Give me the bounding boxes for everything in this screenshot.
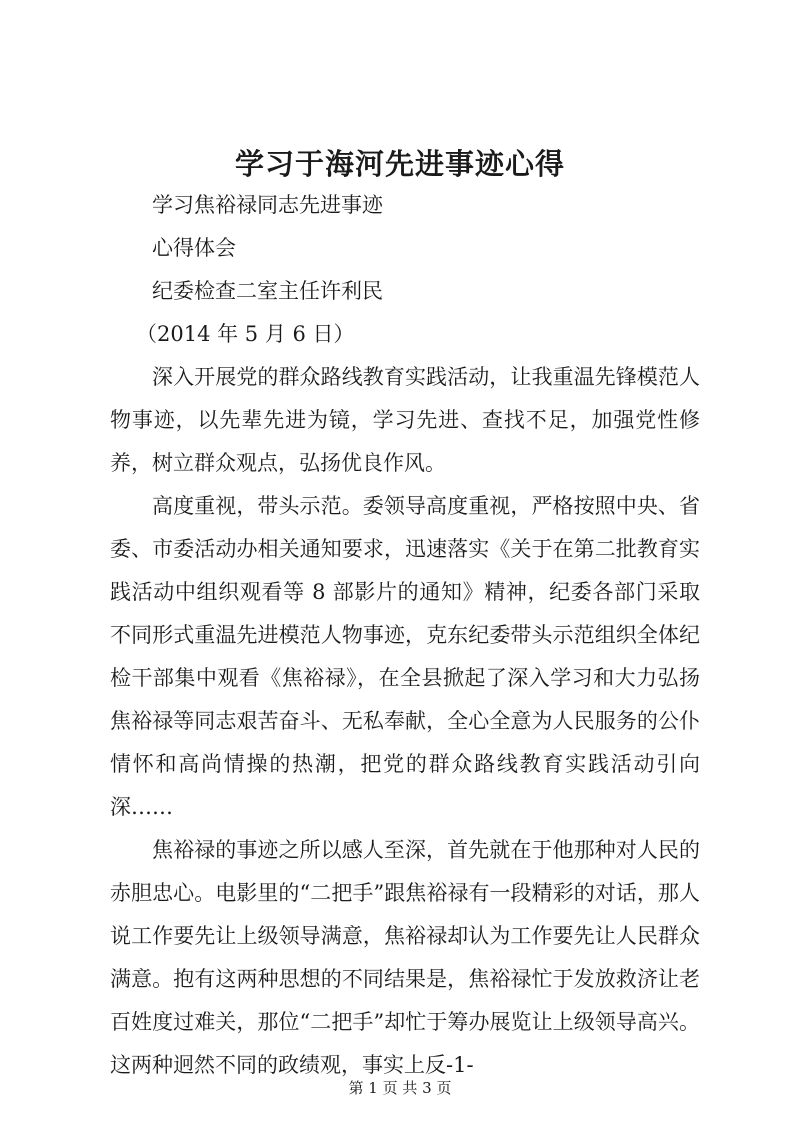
document-title: 学习于海河先进事迹心得 (234, 147, 565, 181)
document-body (110, 184, 700, 1087)
body-paragraph: 深入开展党的群众路线教育实践活动，让我重温先锋模范人物事迹，以先辈先进为镜，学习先进、查找不足，加强党性修养，树立群众观点，弘扬优良作风。 (110, 365, 700, 475)
page-footer: 第 1 页 共 3 页 (348, 1079, 452, 1097)
subtitle-line: 心得体会 (152, 236, 236, 260)
subtitle-line: 学习焦裕禄同志先进事迹 (152, 193, 383, 217)
body-paragraph: 焦裕禄的事迹之所以感人至深，首先就在于他那种对人民的赤胆忠心。电影里的“二把手”跟焦裕禄有一段精彩的对话，那人说工作要先让上级领导满意，焦裕禄却认为工作要先让人民群众满意。抱有这两种思想的不同结果是，焦裕禄忙于发放救济让老百姓度过难关，那位“二把手”却忙于筹办展览让上级领导高兴。这两种迥然不同的政绩观，事实上反-1- (110, 838, 700, 1077)
author-line: 纪委检查二室主任许利民 (152, 279, 383, 303)
body-paragraph: 高度重视，带头示范。委领导高度重视，严格按照中央、省委、市委活动办相关通知要求，迅速落实《关于在第二批教育实践活动中组织观看等 8 部影片的通知》精神，纪委各部门采取不同形式重温先进模范人物事迹，克东纪委带头示范组织全体纪检干部集中观看《焦裕禄》，在全县掀起了深入学习和大力弘扬焦裕禄等同志艰苦奋斗、无私奉献，全心全意为人民服务的公仆情怀和高尚情操的热潮，把党的群众路线教育实践活动引向深…… (110, 494, 700, 819)
date-line: （2014 年 5 月 6 日） (136, 322, 355, 346)
